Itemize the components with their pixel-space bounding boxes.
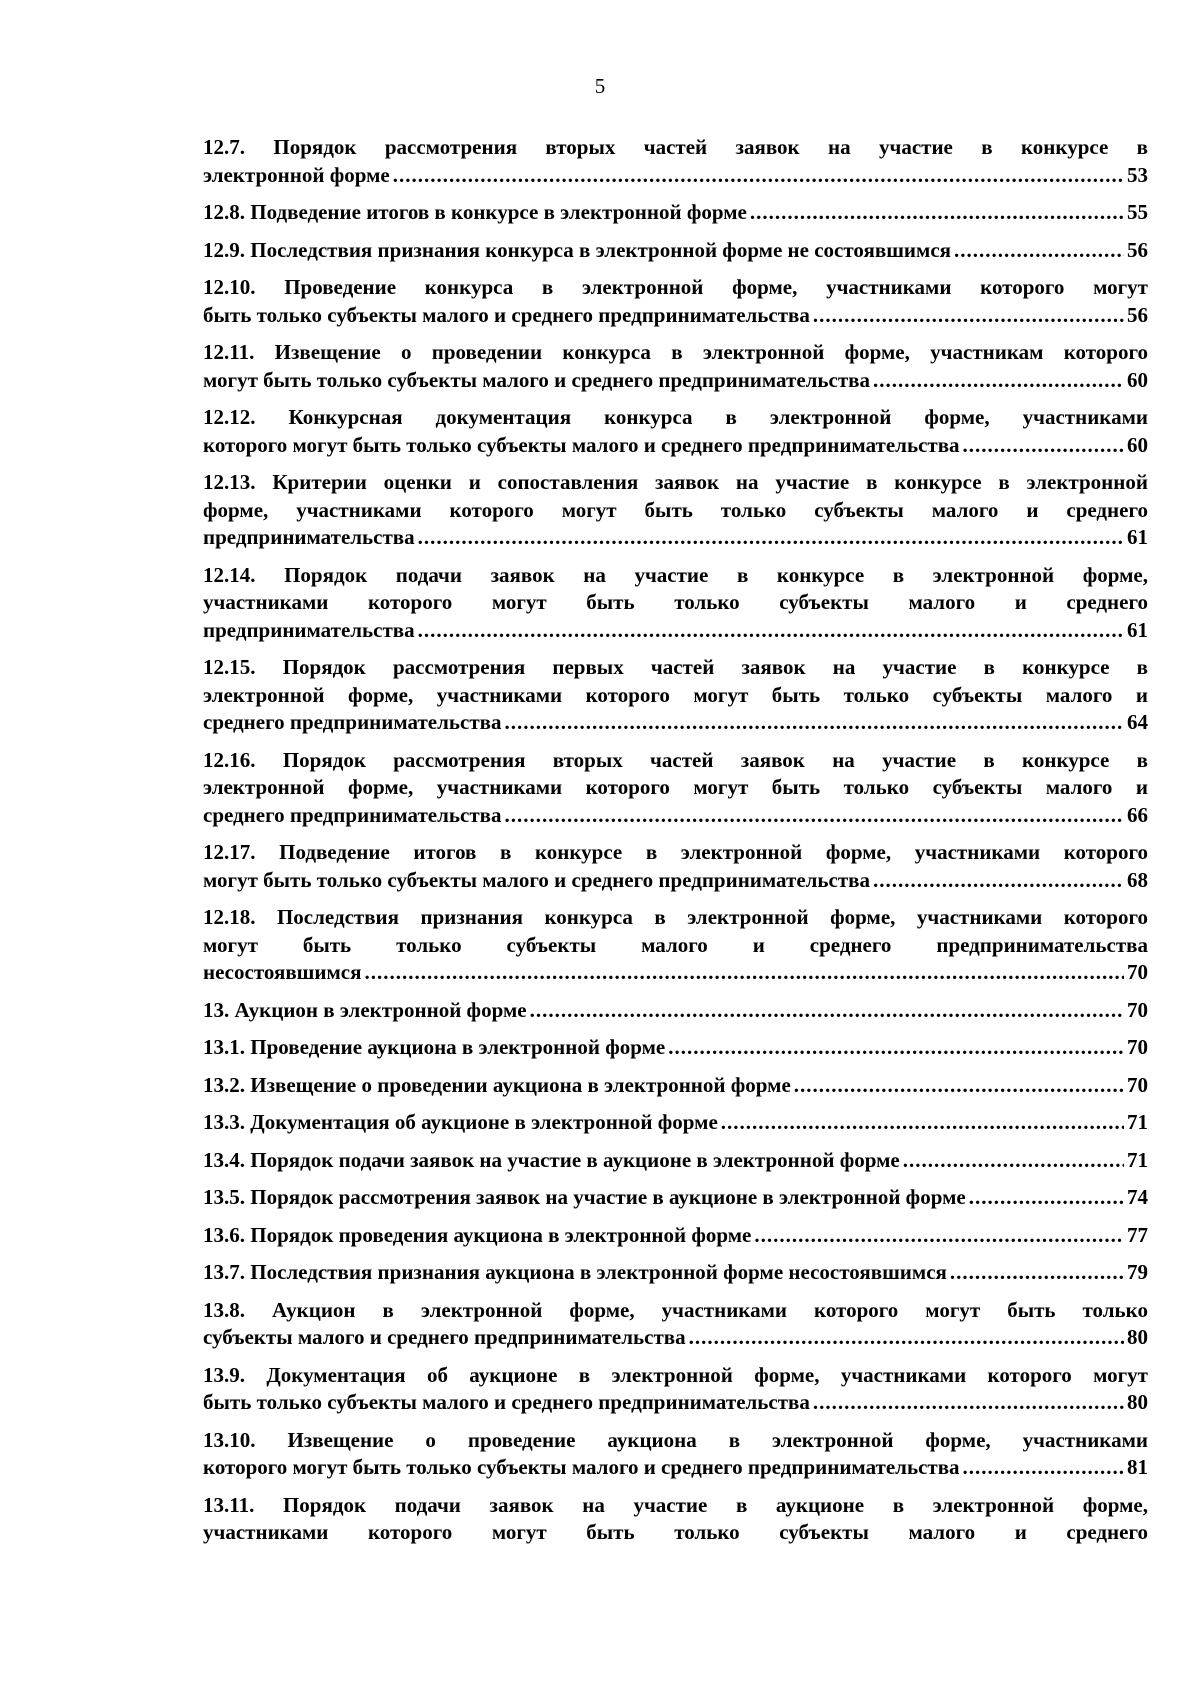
toc-entry-final-line	[203, 1324, 1148, 1352]
toc-page-number: 70	[1127, 1035, 1148, 1059]
toc-entry-final-line	[203, 162, 1148, 190]
dot-leader	[750, 199, 1124, 227]
toc-entry-text-line: 12.14. Порядок подачи заявок на участие в конкурсе в электронной форме,	[203, 562, 1148, 587]
toc-page-number: 70	[1127, 1072, 1148, 1097]
dot-leader	[418, 524, 1124, 552]
toc-page-number: 74	[1127, 1185, 1148, 1209]
toc-entry-final-line	[203, 1184, 1148, 1212]
toc-entry[interactable]	[203, 1034, 1148, 1062]
toc-entry-title: быть только субъекты малого и среднего предпринимательства	[203, 302, 810, 327]
toc-entry-title: несостоявшимся	[203, 960, 362, 984]
toc-entry-title: электронной форме	[203, 162, 390, 187]
toc-entry-final-line	[203, 1109, 1148, 1137]
toc-entry[interactable]	[203, 562, 1148, 645]
toc-page-number: 80	[1127, 1325, 1148, 1349]
table-of-contents	[203, 134, 1148, 1557]
toc-page-number: 60	[1127, 432, 1148, 457]
toc-page-number: 71	[1127, 1147, 1148, 1172]
toc-entry[interactable]	[203, 339, 1148, 394]
toc-page-number: 64	[1127, 710, 1148, 734]
toc-entry-text-line: 12.7. Порядок рассмотрения вторых частей заявок на участие в конкурсе в	[203, 135, 1148, 159]
toc-entry-text-line: 12.12. Конкурсная документация конкурса в электронной форме, участниками	[203, 405, 1148, 429]
dot-leader	[393, 162, 1124, 190]
toc-entry-final-line	[203, 997, 1148, 1025]
toc-entry[interactable]	[203, 1362, 1148, 1417]
toc-entry-title: которого могут быть только субъекты малого и среднего предпринимательства	[203, 432, 960, 457]
toc-entry-final-line	[203, 1034, 1148, 1062]
toc-entry[interactable]	[203, 1259, 1148, 1287]
toc-page-number: 71	[1127, 1110, 1148, 1134]
toc-entry-title: предпринимательства	[203, 525, 415, 549]
dot-leader	[721, 1109, 1124, 1137]
toc-entry-text-line: электронной форме, участниками которого могут быть только субъекты малого и	[203, 775, 1148, 799]
toc-entry[interactable]	[203, 404, 1148, 459]
toc-page-number: 61	[1127, 617, 1148, 642]
toc-entry-title: 13.2. Извещение о проведении аукциона в электронной форме	[203, 1072, 791, 1097]
toc-entry-text-line: 13.11. Порядок подачи заявок на участие в аукционе в электронной форме,	[203, 1492, 1148, 1517]
dot-leader	[689, 1324, 1124, 1352]
toc-entry-text-line: 12.16. Порядок рассмотрения вторых частей заявок на участие в конкурсе в	[203, 747, 1148, 772]
toc-entry-final-line	[203, 802, 1148, 830]
toc-entry-title: среднего предпринимательства	[203, 710, 502, 734]
dot-leader	[873, 367, 1124, 395]
toc-page-number: 56	[1127, 237, 1148, 262]
toc-entry-final-line	[203, 959, 1148, 987]
toc-entry-final-line	[203, 1072, 1148, 1100]
toc-entry-text-line: 12.13. Критерии оценки и сопоставления заявок на участие в конкурсе в электронной	[203, 470, 1148, 494]
toc-page-number: 81	[1127, 1455, 1148, 1479]
toc-entry-title: 13.5. Порядок рассмотрения заявок на участие в аукционе в электронной форме	[203, 1185, 966, 1209]
dot-leader	[530, 997, 1124, 1025]
dot-leader	[954, 237, 1124, 265]
toc-entry[interactable]	[203, 747, 1148, 830]
toc-entry-text-line: 13.10. Извещение о проведение аукциона в электронной форме, участниками	[203, 1427, 1148, 1452]
toc-entry-title: 13.1. Проведение аукциона в электронной форме	[203, 1035, 666, 1059]
toc-entry[interactable]	[203, 1109, 1148, 1137]
toc-entry-final-line	[203, 524, 1148, 552]
toc-entry[interactable]	[203, 1222, 1148, 1250]
toc-entry-final-line	[203, 1389, 1148, 1417]
dot-leader	[505, 802, 1125, 830]
toc-page-number: 61	[1127, 525, 1148, 549]
toc-page-number: 56	[1127, 302, 1148, 327]
toc-entry-text-line: 12.10. Проведение конкурса в электронной форме, участниками которого могут	[203, 275, 1148, 299]
toc-page-number: 79	[1127, 1260, 1148, 1284]
toc-entry-title: могут быть только субъекты малого и среднего предпринимательства	[203, 367, 871, 392]
toc-entry[interactable]	[203, 134, 1148, 189]
toc-entry[interactable]	[203, 1147, 1148, 1175]
toc-entry-final-line	[203, 237, 1148, 265]
toc-entry-final-line	[203, 1259, 1148, 1287]
toc-entry-title: могут быть только субъекты малого и среднего предпринимательства	[203, 867, 871, 892]
dot-leader	[873, 867, 1124, 895]
toc-entry-final-line	[203, 1147, 1148, 1175]
toc-entry-title: 13.4. Порядок подачи заявок на участие в аукционе в электронной форме	[203, 1147, 900, 1172]
toc-entry[interactable]	[203, 1492, 1148, 1547]
toc-entry-title: 13.6. Порядок проведения аукциона в электронной форме	[203, 1222, 752, 1247]
dot-leader	[364, 959, 1124, 987]
toc-entry-text-line: 12.15. Порядок рассмотрения первых частей заявок на участие в конкурсе в	[203, 655, 1148, 679]
toc-entry-final-line	[203, 617, 1148, 645]
toc-entry-final-line	[203, 432, 1148, 460]
toc-entry-text-line: форме, участниками которого могут быть только субъекты малого и среднего	[203, 497, 1148, 522]
toc-entry-title: 13.7. Последствия признания аукциона в электронной форме несостоявшимся	[203, 1260, 947, 1284]
toc-page-number: 60	[1127, 367, 1148, 392]
toc-entry[interactable]	[203, 274, 1148, 329]
toc-entry-text-line: участниками которого могут быть только субъекты малого и среднего	[203, 590, 1148, 614]
dot-leader	[903, 1147, 1124, 1175]
toc-page-number: 55	[1127, 200, 1148, 224]
toc-entry-final-line	[203, 867, 1148, 895]
toc-entry[interactable]	[203, 997, 1148, 1025]
dot-leader	[969, 1184, 1124, 1212]
toc-entry[interactable]	[203, 469, 1148, 552]
toc-entry[interactable]	[203, 839, 1148, 894]
toc-page-number: 77	[1127, 1222, 1148, 1247]
toc-entry[interactable]	[203, 1427, 1148, 1482]
toc-entry-title: 13.3. Документация об аукционе в электронной форме	[203, 1110, 718, 1134]
toc-entry-text-line: 12.18. Последствия признания конкурса в электронной форме, участниками которого	[203, 905, 1148, 929]
toc-entry-title: среднего предпринимательства	[203, 802, 502, 827]
toc-page-number: 66	[1127, 802, 1148, 827]
toc-page-number: 70	[1127, 960, 1148, 984]
toc-entry-title: которого могут быть только субъекты малого и среднего предпринимательства	[203, 1455, 960, 1479]
toc-entry-text-line: 12.11. Извещение о проведении конкурса в электронной форме, участникам которого	[203, 340, 1148, 364]
toc-entry-text-line: 12.17. Подведение итогов в конкурсе в электронной форме, участниками которого	[203, 840, 1148, 864]
toc-entry-final-line	[203, 367, 1148, 395]
toc-entry-final-line	[203, 709, 1148, 737]
toc-entry[interactable]	[203, 199, 1148, 227]
dot-leader	[668, 1034, 1124, 1062]
toc-entry[interactable]	[203, 237, 1148, 265]
toc-entry[interactable]	[203, 1072, 1148, 1100]
toc-entry-text-line: 13.9. Документация об аукционе в электронной форме, участниками которого могут	[203, 1362, 1148, 1387]
toc-entry-text-line: могут быть только субъекты малого и среднего предпринимательства	[203, 932, 1148, 957]
toc-entry-final-line	[203, 199, 1148, 227]
toc-page-number: 80	[1127, 1390, 1148, 1414]
dot-leader	[418, 617, 1124, 645]
toc-entry-final-line	[203, 302, 1148, 330]
toc-entry-title: 13. Аукцион в электронной форме	[203, 997, 527, 1022]
dot-leader	[794, 1072, 1124, 1100]
toc-entry-text-line: 13.8. Аукцион в электронной форме, участниками которого могут быть только	[203, 1297, 1148, 1322]
toc-entry[interactable]	[203, 1297, 1148, 1352]
toc-page-number: 70	[1127, 997, 1148, 1022]
toc-entry[interactable]	[203, 654, 1148, 737]
toc-entry-title: субъекты малого и среднего предпринимательства	[203, 1325, 686, 1349]
toc-entry-text-line: электронной форме, участниками которого могут быть только субъекты малого и	[203, 682, 1148, 707]
toc-page-number: 53	[1127, 162, 1148, 187]
toc-entry-final-line	[203, 1222, 1148, 1250]
toc-entry-title: предпринимательства	[203, 617, 415, 642]
dot-leader	[963, 432, 1124, 460]
toc-entry-title: 12.9. Последствия признания конкурса в электронной форме не состоявшимся	[203, 237, 952, 262]
dot-leader	[950, 1259, 1124, 1287]
page-number: 5	[594, 74, 606, 98]
toc-entry[interactable]	[203, 904, 1148, 987]
toc-entry-text-line: участниками которого могут быть только субъекты малого и среднего	[203, 1520, 1148, 1544]
dot-leader	[754, 1222, 1124, 1250]
toc-entry-title: быть только субъекты малого и среднего предпринимательства	[203, 1390, 810, 1414]
dot-leader	[813, 302, 1124, 330]
dot-leader	[813, 1389, 1124, 1417]
toc-entry-final-line	[203, 1454, 1148, 1482]
toc-entry-title: 12.8. Подведение итогов в конкурсе в электронной форме	[203, 200, 747, 224]
dot-leader	[963, 1454, 1124, 1482]
dot-leader	[505, 709, 1125, 737]
toc-entry[interactable]	[203, 1184, 1148, 1212]
toc-page-number: 68	[1127, 867, 1148, 892]
